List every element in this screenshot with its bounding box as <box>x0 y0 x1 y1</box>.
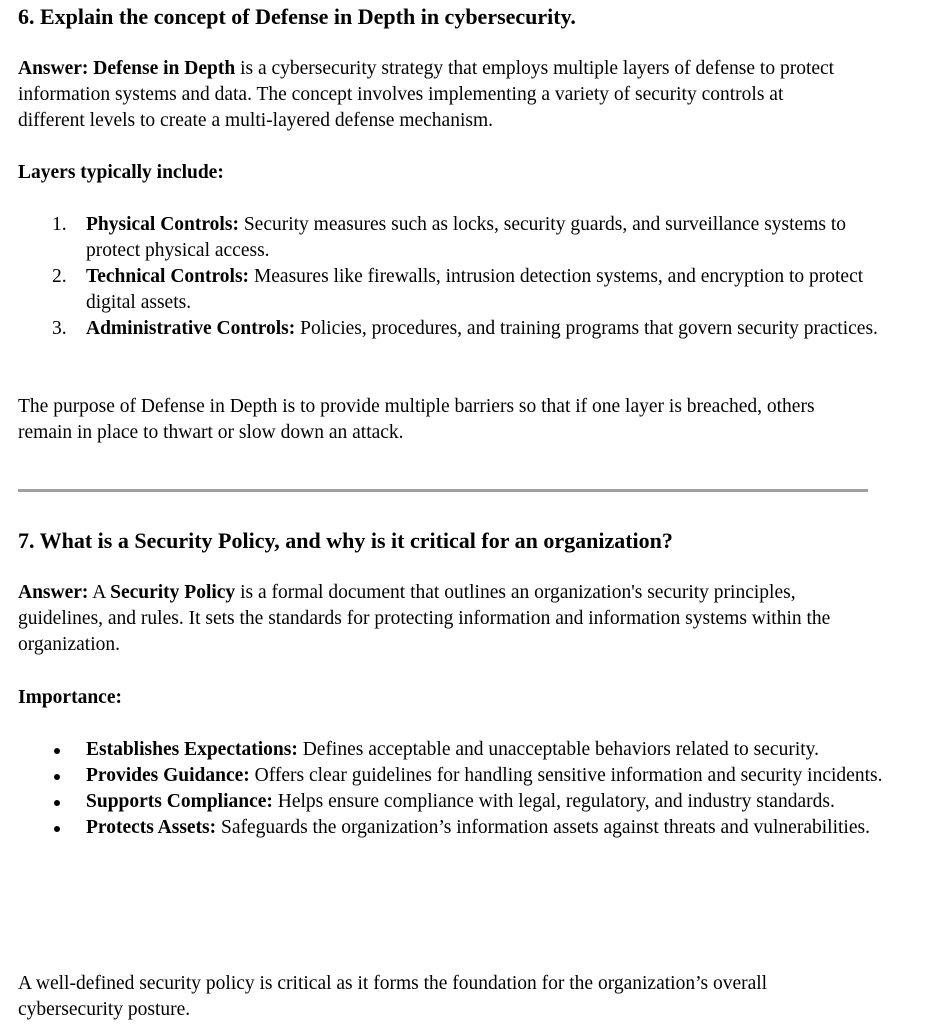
section-7-conclusion: A well-defined security policy is critical as it forms the foundation for the organization’s overall cybersecurity posture. <box>18 973 768 1020</box>
list-item-title: Establishes Expectations: <box>86 739 298 760</box>
list-item-text: Measures like firewalls, intrusion detection systems, and encryption to protect digital assets. <box>86 266 864 313</box>
list-item-title: Provides Guidance: <box>86 765 250 786</box>
answer-label: Answer: <box>18 58 89 79</box>
list-item-title: Protects Assets: <box>86 817 217 838</box>
list-item-text: Defines acceptable and unacceptable behaviors related to security. <box>297 739 820 760</box>
section-divider <box>18 489 868 492</box>
answer-pre: A <box>88 582 111 603</box>
list-item <box>18 737 888 763</box>
section-6-conclusion: The purpose of Defense in Depth is to provide multiple barriers so that if one layer is breached, others remain in place to thwart or slow down an attack. <box>18 396 815 443</box>
bullet-icon <box>54 800 60 806</box>
list-number: 2. <box>52 266 67 287</box>
layers-list <box>18 212 888 342</box>
importance-list <box>18 737 888 841</box>
importance-heading: Importance: <box>18 687 122 708</box>
list-item <box>18 763 888 789</box>
bullet-icon <box>54 774 60 780</box>
answer-text: is a cybersecurity strategy that employs multiple layers of defense to protect information systems and data. The concept involves implementing a variety of security controls at different levels to create a multi-layered defense mechanism. <box>18 58 835 131</box>
answer-label: Answer: <box>18 582 89 603</box>
list-item-title: Technical Controls: <box>86 266 250 287</box>
list-item-title: Physical Controls: <box>86 214 239 235</box>
answer-text: is a formal document that outlines an organization's security principles, guidelines, and rules. It sets the standards for protecting information and information systems within the organization. <box>18 582 831 655</box>
list-item <box>18 789 888 815</box>
bullet-icon <box>54 748 60 754</box>
list-number: 3. <box>52 318 67 339</box>
list-item-text: Security measures such as locks, security guards, and surveillance systems to protect physical access. <box>86 214 846 261</box>
answer-term: Security Policy <box>110 582 236 603</box>
list-item-text: Policies, procedures, and training programs that govern security practices. <box>295 318 878 339</box>
section-7-answer <box>18 580 848 658</box>
section-7-heading: 7. What is a Security Policy, and why is it critical for an organization? <box>18 528 673 553</box>
answer-term: Defense in Depth <box>93 58 236 79</box>
list-item <box>18 815 888 841</box>
list-item <box>18 212 888 264</box>
list-item-text: Offers clear guidelines for handling sensitive information and security incidents. <box>249 765 883 786</box>
list-item-title: Supports Compliance: <box>86 791 273 812</box>
section-6-answer <box>18 56 848 134</box>
list-item <box>18 316 888 342</box>
list-item-text: Safeguards the organization’s information assets against threats and vulnerabilities. <box>216 817 870 838</box>
list-number: 1. <box>52 214 67 235</box>
list-item-title: Administrative Controls: <box>86 318 296 339</box>
bullet-icon <box>54 826 60 832</box>
section-6-heading: 6. Explain the concept of Defense in Depth in cybersecurity. <box>18 4 576 29</box>
list-item-text: Helps ensure compliance with legal, regulatory, and industry standards. <box>272 791 835 812</box>
layers-heading: Layers typically include: <box>18 162 224 183</box>
list-item <box>18 264 888 316</box>
